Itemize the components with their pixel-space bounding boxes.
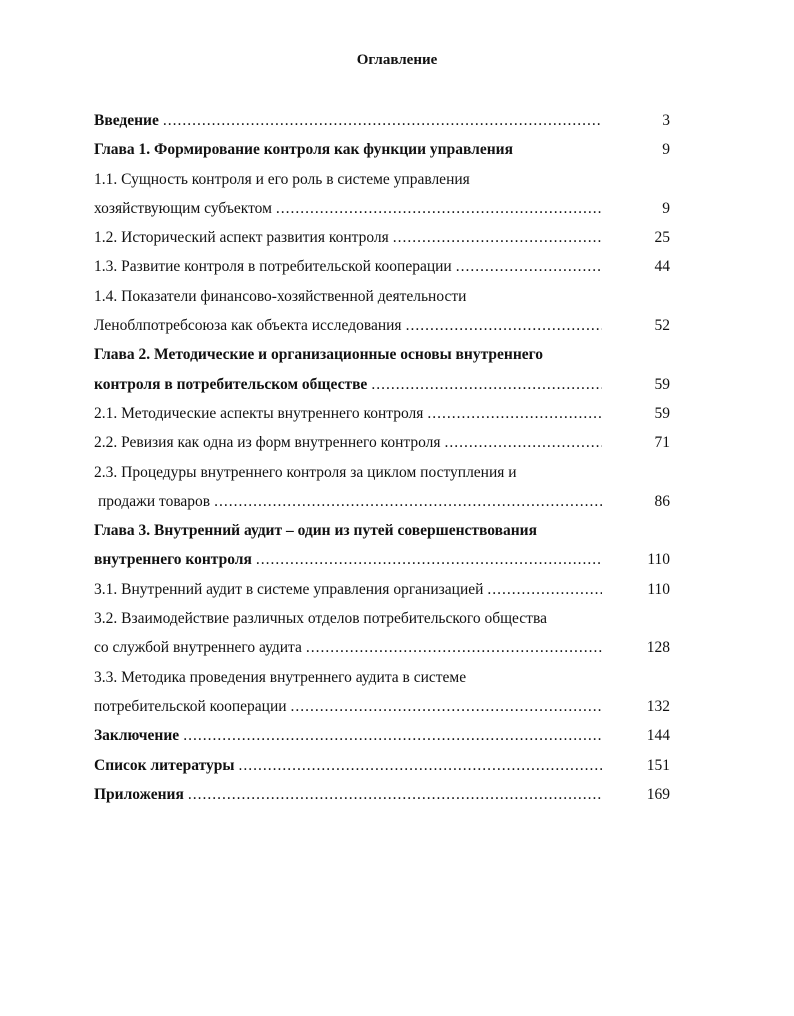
toc-entry-page: 44 [654, 258, 670, 276]
toc-entry-page: 128 [646, 639, 670, 657]
toc-entry-text: внутреннего контроля [94, 551, 252, 569]
toc-entry [94, 223, 684, 252]
toc-entry-text: потребительской кооперации [94, 697, 287, 715]
leader-dots [371, 370, 602, 399]
toc-entry [94, 370, 684, 399]
toc-entry-text: Глава 1. Формирование контроля как функции управления [94, 141, 513, 159]
toc-entry [94, 282, 684, 311]
toc-entry-text: Введение [94, 112, 159, 129]
leader-dots [306, 633, 602, 662]
toc-entry [94, 106, 684, 135]
toc-entry-text: 2.3. Процедуры внутреннего контроля за циклом поступления и [94, 463, 517, 481]
toc-entry-page: 132 [646, 697, 670, 715]
toc-entry-page: 86 [654, 492, 670, 510]
leader-dots [163, 106, 602, 135]
page-title: Оглавление [356, 52, 438, 68]
leader-dots [214, 487, 602, 516]
toc-entry [94, 721, 684, 750]
toc-entry [94, 252, 684, 281]
toc-entry-page: 9 [662, 199, 670, 217]
toc-entry [94, 135, 684, 164]
toc-entry-text: 3.3. Методика проведения внутреннего аудита в системе [94, 668, 467, 686]
leader-dots [238, 751, 602, 780]
toc-entry [94, 604, 684, 633]
leader-dots [291, 692, 602, 721]
toc-entry-page: 169 [646, 785, 670, 803]
toc-entry [94, 340, 684, 369]
leader-dots [183, 721, 602, 750]
toc-entry-text: 1.4. Показатели финансово-хозяйственной деятельности [94, 287, 467, 305]
leader-dots [445, 428, 603, 457]
leader-dots [256, 545, 602, 574]
toc-entry-text: Леноблпотребсоюза как объекта исследования [94, 317, 402, 335]
toc-entry-page: 144 [646, 727, 670, 745]
toc-entry-text: продажи товаров [98, 492, 211, 510]
toc-entry-page: 110 [647, 551, 670, 569]
leader-dots [276, 194, 602, 223]
toc-entry-page: 59 [654, 404, 670, 422]
toc-entry [94, 751, 684, 780]
toc-entry [94, 311, 684, 340]
toc-entry [94, 663, 684, 692]
leader-dots [188, 780, 602, 809]
toc-entry [94, 428, 684, 457]
toc-entry-text: 1.2. Исторический аспект развития контроля [94, 229, 389, 247]
toc-entry-page: 151 [646, 756, 670, 774]
toc-entry [94, 633, 684, 662]
toc-entry-page: 25 [654, 229, 670, 247]
toc-entry [94, 575, 684, 604]
toc-entry-text: 1.3. Развитие контроля в потребительской кооперации [94, 258, 452, 276]
toc-entry [94, 194, 684, 223]
toc-entry [94, 487, 684, 516]
toc-entry-page: 71 [654, 434, 670, 452]
toc-entry-page: 110 [647, 580, 670, 598]
leader-dots [406, 311, 602, 340]
toc-entry [94, 165, 684, 194]
leader-dots [487, 575, 602, 604]
toc-entry-page: 3 [662, 112, 670, 129]
toc-entry-text: 1.1. Сущность контроля и его роль в системе управления [94, 170, 470, 188]
toc-entry-text: Глава 3. Внутренний аудит – один из путей совершенствования [94, 522, 537, 540]
toc-entry-page: 52 [654, 317, 670, 335]
toc-entry-text: 2.2. Ревизия как одна из форм внутреннего контроля [94, 434, 441, 452]
leader-dots [456, 252, 602, 281]
toc-entry-text: Приложения [94, 785, 184, 803]
toc-entry-text: со службой внутреннего аудита [94, 639, 302, 657]
toc-entry-text: контроля в потребительском обществе [94, 375, 368, 393]
toc-entry-text: Список литературы [94, 756, 235, 774]
toc-entry-text: 2.1. Методические аспекты внутреннего контроля [94, 404, 424, 422]
toc-entry [94, 545, 684, 574]
toc-entry-text: 3.2. Взаимодействие различных отделов потребительского общества [94, 610, 547, 628]
toc-entry [94, 516, 684, 545]
leader-dots [393, 223, 602, 252]
toc-entry-page: 9 [662, 141, 670, 159]
toc-entry-text: хозяйствующим субъектом [94, 199, 272, 217]
leader-dots [427, 399, 602, 428]
toc-entry-text: Глава 2. Методические и организационные основы внутреннего [94, 346, 544, 364]
toc-entry [94, 780, 684, 809]
toc-entry [94, 692, 684, 721]
toc-entry-text: 3.1. Внутренний аудит в системе управления организацией [94, 580, 484, 598]
toc-entry [94, 458, 684, 487]
table-of-contents [94, 106, 684, 809]
toc-entry-text: Заключение [94, 727, 180, 745]
toc-entry-page: 59 [654, 375, 670, 393]
toc-entry [94, 399, 684, 428]
